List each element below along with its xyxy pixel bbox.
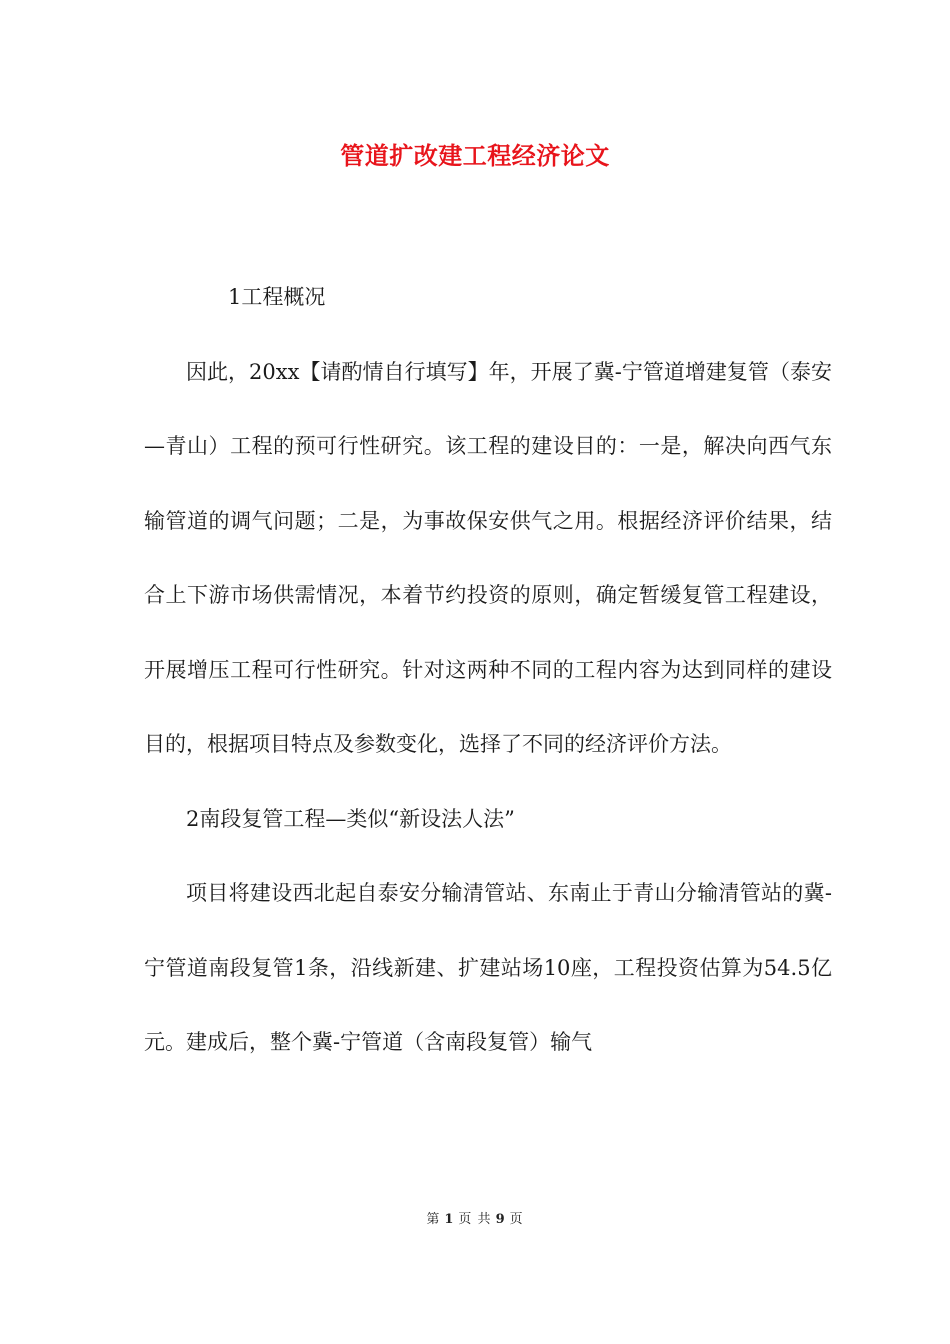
section-heading-1: 1工程概况 — [228, 285, 326, 309]
footer-prefix: 第 — [426, 1212, 441, 1227]
footer-middle: 页 共 — [458, 1212, 492, 1227]
document-body — [144, 260, 832, 1080]
footer-total-pages: 9 — [495, 1212, 506, 1227]
page-footer — [0, 1208, 950, 1227]
footer-suffix: 页 — [509, 1212, 524, 1227]
paragraph-1: 因此，20xx【请酌情自行填写】年，开展了冀-宁管道增建复管（泰安—青山）工程的预可行性研究。该工程的建设目的：一是，解决向西气东输管道的调气问题；二是，为事故保安供气之用。根据经济评价结果，结合上下游市场供需情况，本着节约投资的原则，确定暂缓复管工程建设，开展增压工程可行性研究。针对这两种不同的工程内容为达到同样的建设目的，根据项目特点及参数变化，选择了不同的经济评价方法。 — [144, 359, 832, 756]
section-heading-2: 2南段复管工程—类似“新设法人法” — [186, 806, 515, 831]
footer-current-page: 1 — [444, 1212, 455, 1227]
paragraph-2: 项目将建设西北起自泰安分输清管站、东南止于青山分输清管站的冀-宁管道南段复管1条，沿线新建、扩建站场10座，工程投资估算为54.5亿元。建成后，整个冀-宁管道（含南段复管）输气 — [144, 881, 832, 1054]
document-title: 管道扩改建工程经济论文 — [340, 141, 610, 170]
